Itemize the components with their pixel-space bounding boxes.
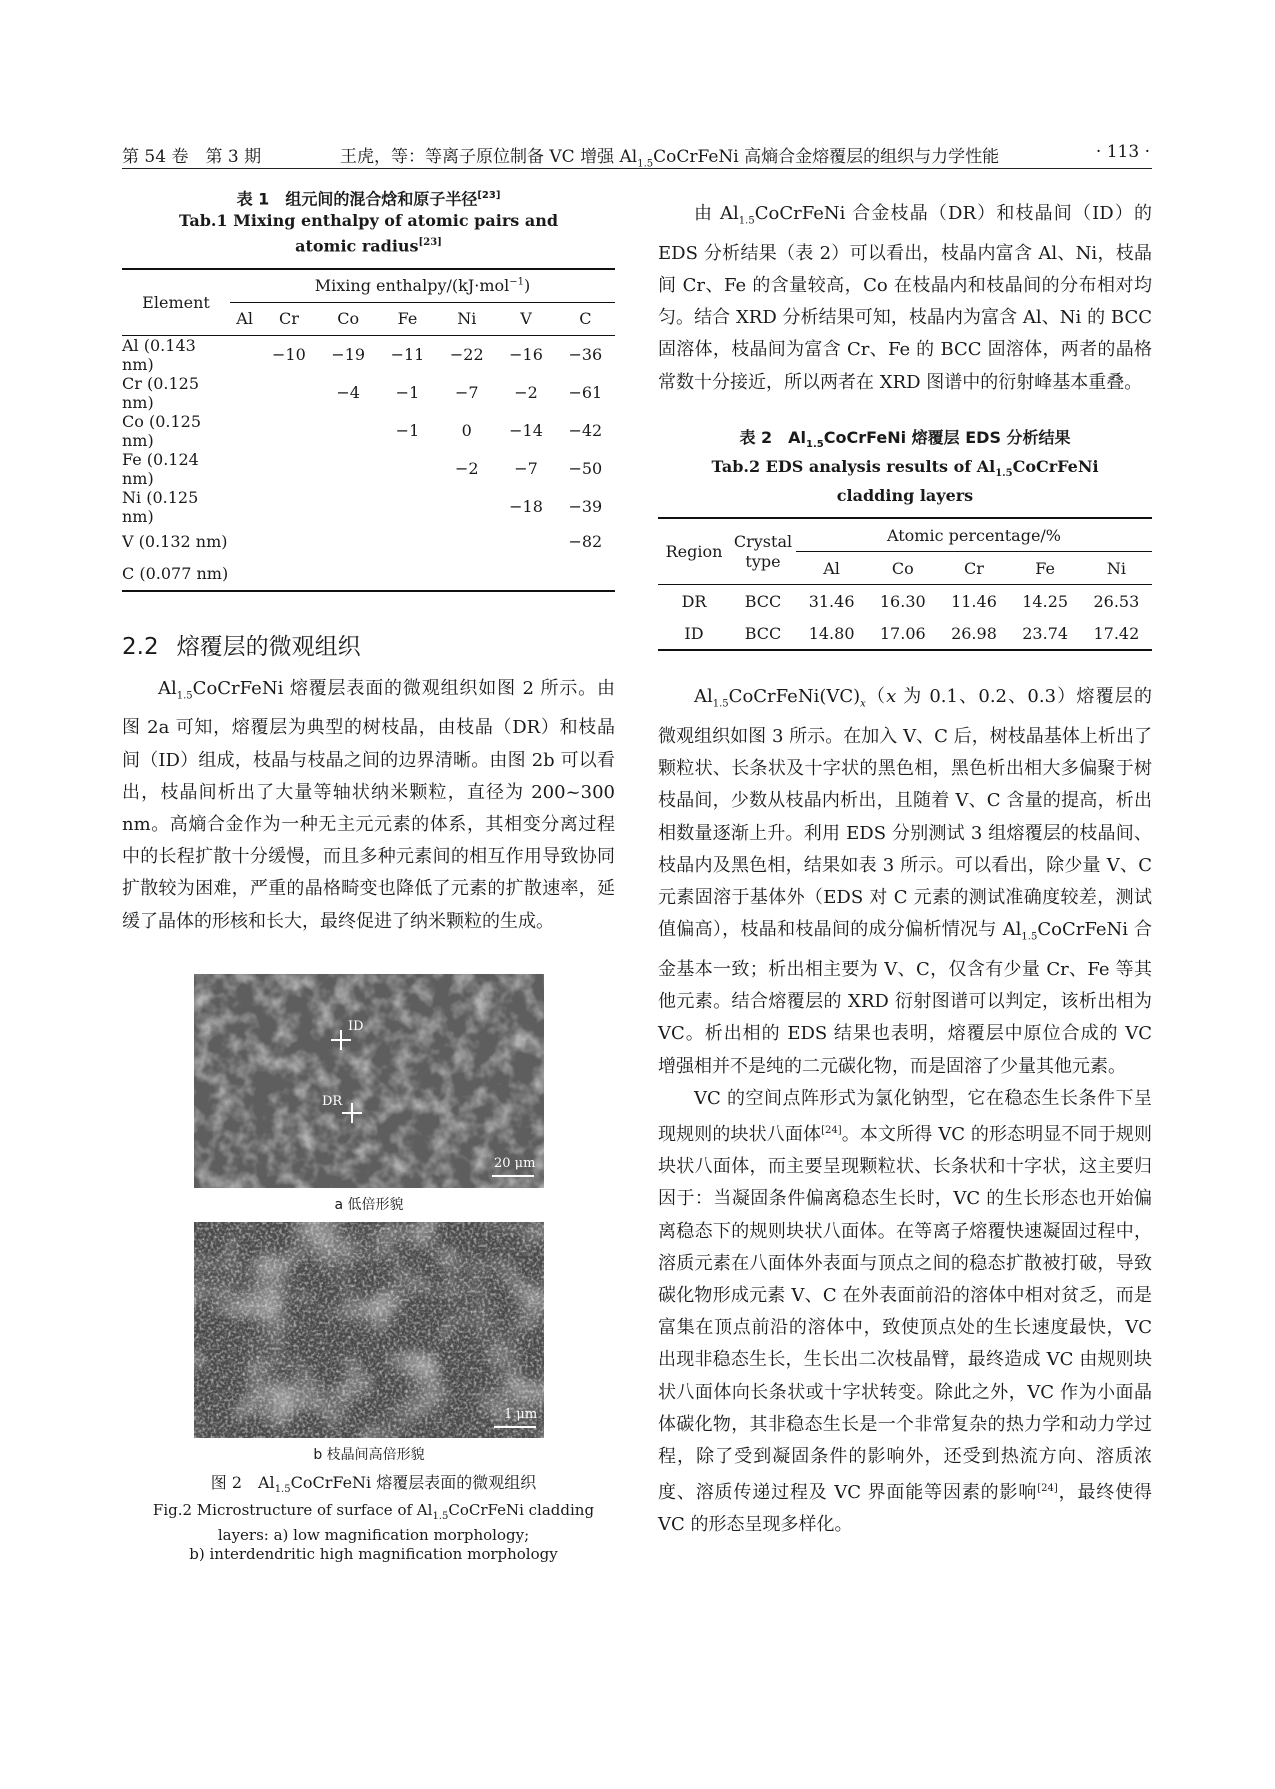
- table1-col-header: V: [496, 302, 555, 335]
- table1-cell: [230, 558, 259, 591]
- fig2-en-a: Fig.2 Microstructure of surface of Al: [152, 1501, 433, 1520]
- right-paragraph-1: [658, 198, 1152, 399]
- table2-title-cn: [658, 427, 1152, 456]
- table2-col-header: Cr: [938, 552, 1009, 585]
- fig2-en-sub: 1.5: [432, 1511, 449, 1523]
- table1: [122, 268, 615, 592]
- table2-group-header: Atomic percentage/%: [796, 518, 1152, 552]
- fig2-en-line1: [132, 1501, 615, 1526]
- rp2-x: x: [860, 698, 866, 710]
- table2-cell: 17.42: [1081, 617, 1152, 650]
- table1-title-en-line2: [122, 232, 615, 257]
- running-title-b: CoCrFeNi 高熵合金熔覆层的组织与力学性能: [653, 147, 1000, 167]
- table2: [658, 517, 1152, 651]
- table1-row-label: Al (0.143 nm): [122, 335, 196, 374]
- rp2-b: 为 0.1、0.2、0.3）熔覆层的微观组织如图 3 所示。在加入 V、C 后，树枝晶基体上析出了颗粒状、长条状及十字状的黑色相，黑色析出相大多偏聚于树枝晶间，少数从枝晶内析出，且随着 V、C 含量的提高，析出相数量逐渐上升。利用 EDS 分别测试 3 组熔覆层的枝晶间、枝晶内及黑色相，结果如表 3 所示。可以看出，除少量 V、C 元素固溶于基体外（EDS 对 C 元素的测试准确度较差，测试值偏高），枝晶和枝晶间的成分偏析情况与 Al: [658, 686, 1152, 941]
- table1-cell: [378, 450, 437, 488]
- fig2-cn-a: 图 2 Al: [210, 1472, 275, 1492]
- table1-cell: −50: [568, 459, 603, 479]
- rp2-x2: x: [886, 686, 897, 708]
- rp3-ref1: [24]: [821, 1125, 842, 1137]
- rp1-a: 由 Al: [694, 203, 739, 224]
- table1-col-header: Co: [319, 302, 378, 335]
- table1-row: [122, 450, 615, 488]
- table1-cell: −18: [509, 497, 543, 517]
- table2-col-header: Fe: [1010, 552, 1081, 585]
- table1-group-header-a: Mixing enthalpy/(kJ·mol: [314, 276, 510, 296]
- table1-row-label: Co (0.125 nm): [122, 411, 202, 450]
- left-column: [122, 185, 615, 1564]
- para1-sub: 1.5: [176, 690, 193, 702]
- table1-cell: [259, 526, 318, 558]
- right-paragraph-3: [658, 1083, 1152, 1542]
- running-title-sub: 1.5: [637, 158, 654, 170]
- table1-col-element: Element: [122, 269, 230, 336]
- table1-cell: −42: [568, 421, 603, 441]
- table1-row: [122, 558, 615, 591]
- table1-cell: [556, 558, 615, 591]
- table1-cell: −16: [509, 345, 543, 365]
- table1-cell: −19: [331, 345, 366, 365]
- figure2a-svg: [194, 974, 544, 1188]
- table1-cell: −2: [514, 383, 538, 403]
- section-title: 熔覆层的微观组织: [176, 633, 361, 660]
- table1-cell: [230, 450, 259, 488]
- table1-cell: −22: [449, 345, 484, 365]
- table1-cell: [319, 412, 378, 450]
- table1-row: [122, 374, 615, 412]
- right-paragraph-2: [658, 681, 1152, 1083]
- table2-col-region: Region: [658, 518, 730, 585]
- scale-label-b: 1 μm: [504, 1406, 538, 1422]
- table1-cell: [230, 526, 259, 558]
- t2-en-line2: cladding layers: [836, 486, 974, 506]
- table1-cell: [378, 558, 437, 591]
- table1-cell: −2: [454, 459, 479, 479]
- table1-cell: −36: [568, 345, 603, 365]
- fig2-en-line3: b) interdendritic high magnification morphology: [189, 1545, 558, 1564]
- table2-col-crystal: [730, 518, 796, 585]
- table2-col-header: Al: [796, 552, 867, 585]
- table1-cell: [259, 374, 318, 412]
- table2-cell: 26.98: [938, 617, 1009, 650]
- rp2-sub2: 1.5: [1021, 931, 1038, 943]
- table2-title-en: [658, 456, 1152, 507]
- para1-a: Al: [158, 677, 177, 699]
- table1-title-en-line1: Tab.1 Mixing enthalpy of atomic pairs and: [178, 211, 559, 231]
- right-column: [658, 198, 1152, 1542]
- table1-title-cn-text: 表 1 组元间的混合焓和原子半径: [236, 189, 478, 209]
- fig2-en-b: CoCrFeNi cladding: [448, 1501, 595, 1520]
- t2-crystal-2: type: [745, 551, 781, 571]
- table1-cell: −7: [454, 383, 479, 403]
- figure2-caption-cn: [132, 1472, 615, 1501]
- journal-volume-issue: 第 54 卷 第 3 期: [122, 147, 262, 167]
- table1-cell: [319, 558, 378, 591]
- rp2-c: CoCrFeNi 合金基本一致；析出相主要为 V、C，仅含有少量 Cr、Fe 等其他元素。结合熔覆层的 XRD 衍射图谱可以判定，该析出相为 VC。析出相的 EDS 结果也表明，熔覆层中原位合成的 VC 增强相并不是纯的二元碳化物，而是固溶了少量其他元素。: [658, 919, 1152, 1077]
- table1-title-cn: [122, 185, 615, 210]
- table2-cell: 16.30: [879, 591, 926, 611]
- table1-cell: [319, 526, 378, 558]
- table2-cell: 14.80: [796, 617, 867, 650]
- table1-cell: −39: [568, 497, 603, 517]
- section-paragraph: [122, 673, 615, 938]
- table1-cell: [259, 412, 318, 450]
- fig2-cn-sub: 1.5: [274, 1484, 291, 1496]
- table1-title-en: [122, 210, 615, 257]
- figure2-caption-en: [132, 1501, 615, 1564]
- table2-col-header: Ni: [1081, 552, 1152, 585]
- table1-cell: −1: [395, 421, 420, 441]
- table2-crystal-type: BCC: [744, 591, 782, 611]
- table1-row-label: V (0.132 nm): [122, 532, 228, 552]
- table1-row-label: C (0.077 nm): [122, 558, 230, 591]
- fig2-en-line2: layers: a) low magnification morphology;: [217, 1526, 530, 1545]
- table1-group-header: [230, 269, 615, 303]
- id-label: ID: [348, 1018, 364, 1034]
- rp1-sub: 1.5: [738, 215, 755, 227]
- section-number: 2.2: [122, 633, 159, 660]
- table1-cell: [437, 526, 496, 558]
- table2-row: [658, 617, 1152, 650]
- t2-crystal-1: Crystal: [733, 531, 793, 551]
- table2-cell: 23.74: [1010, 617, 1081, 650]
- table1-cell: [230, 374, 259, 412]
- figure2b-caption: b 枝晶间高倍形貌: [313, 1446, 425, 1463]
- table1-cell: 0: [461, 421, 472, 441]
- table1-row: [122, 526, 615, 558]
- table1-cell: [259, 450, 318, 488]
- table2-region: DR: [681, 591, 707, 611]
- rp2-paren: （: [865, 686, 887, 708]
- figure2b-micrograph: [194, 1222, 544, 1438]
- table1-row: [122, 488, 615, 526]
- running-title-a: 王虎，等：等离子原位制备 VC 增强 Al: [340, 147, 638, 167]
- t2-en-b: CoCrFeNi: [1012, 457, 1099, 476]
- table1-cell: [378, 488, 437, 526]
- dr-label: DR: [322, 1093, 343, 1109]
- t2-cn-sub: 1.5: [806, 439, 824, 450]
- table1-col-header: Fe: [378, 302, 437, 335]
- table2-cell: 31.46: [808, 591, 855, 611]
- page-number: · 113 ·: [1095, 142, 1150, 162]
- t2-en-line1: [658, 456, 1152, 485]
- figure2b-svg: [194, 1222, 544, 1438]
- table2-cell: 17.06: [867, 617, 938, 650]
- table1-col-header: Ni: [437, 302, 496, 335]
- table1-cell: [378, 526, 437, 558]
- figure2a-grain: [194, 974, 544, 1188]
- table1-cell: [437, 558, 496, 591]
- table1-cell: −4: [336, 383, 360, 403]
- figure2a-micrograph: [194, 974, 544, 1188]
- table2-block: [658, 427, 1152, 651]
- rp3-a: VC 的空间点阵形式为氯化钠型，它在稳态生长条件下呈现规则的块状八面体: [658, 1087, 1152, 1146]
- rp3-ref2: [24]: [1037, 1483, 1058, 1495]
- table1-row: [122, 412, 615, 450]
- table1-cell: [496, 558, 555, 591]
- table1-cell: [437, 488, 496, 526]
- table1-cell: −1: [395, 383, 420, 403]
- table1-cell: −11: [390, 345, 425, 365]
- table1-row-label: Cr (0.125 nm): [122, 373, 200, 412]
- figure2a-caption: a 低倍形貌: [334, 1196, 404, 1213]
- figure2: [194, 974, 544, 1464]
- fig2-cn-b: CoCrFeNi 熔覆层表面的微观组织: [290, 1472, 537, 1492]
- table1-cell: [230, 412, 259, 450]
- table1-col-header: Al: [230, 302, 259, 335]
- table1-cell: [230, 488, 259, 526]
- section-heading: [122, 628, 615, 661]
- table1-col-header: Cr: [259, 302, 318, 335]
- table1-cell: −7: [514, 459, 538, 479]
- table1-col-header: C: [556, 302, 615, 335]
- table1-cell: [496, 526, 555, 558]
- table1-title-en-line2-text: atomic radius: [295, 236, 419, 256]
- table2-cell: 11.46: [951, 591, 997, 611]
- table2-crystal-type: BCC: [730, 617, 796, 650]
- rp3-c: ，最终使得 VC 的形态呈现多样化。: [658, 1482, 1152, 1536]
- table1-cell: −14: [509, 421, 543, 441]
- rp3-b: 。本文所得 VC 的形态明显不同于规则块状八面体，而主要呈现颗粒状、长条状和十字状，这主要归因于：当凝固条件偏离稳态生长时，VC 的生长形态也开始偏离稳态下的规则块状八面体。在等离子熔覆快速凝固过程中，溶质元素在八面体外表面与顶点之间的稳态扩散被打破，导致碳化物形成元素 V、C 在外表面前沿的溶体中相对贫乏，而是富集在顶点前沿的溶体中，致使顶点处的生长速度最快，VC 出现非稳态生长，生长出二次枝晶臂，最终造成 VC 由规则块状八面体向长条状或十字状转变。除此之外，VC 作为小面晶体碳化物，其非稳态生长是一个非常复杂的热力学和动力学过程，除了受到凝固条件的影响外，还受到热流方向、溶质浓度、溶质传递过程及 VC 界面能等因素的影响: [658, 1124, 1152, 1504]
- table1-group-header-sup: −1: [509, 276, 524, 288]
- table1-cell: [319, 488, 378, 526]
- rp2-a: Al: [694, 686, 713, 708]
- table2-region: ID: [658, 617, 730, 650]
- para1-b: CoCrFeNi 熔覆层表面的微观组织如图 2 所示。由图 2a 可知，熔覆层为典型的树枝晶，由枝晶（DR）和枝晶间（ID）组成，枝晶与枝晶之间的边界清晰。由图 2b 可以看出，枝晶间析出了大量等轴状纳米颗粒，直径为 200~300 nm。高熵合金作为一种无主元元素的体系，其相变分离过程中的长程扩散十分缓慢，而且多种元素间的相互作用导致协同扩散较为困难，严重的晶格畸变也降低了元素的扩散速率，延缓了晶体的形核和长大，最终促进了纳米颗粒的生成。: [122, 677, 615, 932]
- running-header: [122, 138, 1152, 169]
- t2-en-sub: 1.5: [995, 468, 1013, 480]
- scale-label-a: 20 μm: [494, 1155, 536, 1171]
- table1-cell: −10: [272, 345, 306, 365]
- table1-group-header-b: ): [523, 276, 531, 296]
- table1-row-label: Ni (0.125 nm): [122, 487, 199, 526]
- table1-cell: [319, 450, 378, 488]
- table1-ref: [23]: [477, 190, 501, 201]
- rp2-mid: CoCrFeNi(VC): [728, 686, 861, 708]
- t2-cn-a: 表 2 Al: [739, 427, 807, 447]
- table2-col-header: Co: [867, 552, 938, 585]
- rp2-sub: 1.5: [712, 698, 729, 710]
- t2-cn-b: CoCrFeNi 熔覆层 EDS 分析结果: [823, 427, 1071, 447]
- t2-en-a: Tab.2 EDS analysis results of Al: [711, 457, 996, 476]
- figure2b-particles: [194, 1222, 544, 1438]
- table1-row: [122, 335, 615, 374]
- table2-cell: 26.53: [1093, 591, 1140, 611]
- table1-cell: [230, 335, 259, 374]
- table1-cell: [259, 488, 318, 526]
- running-title: [340, 142, 999, 169]
- table2-cell: 14.25: [1022, 591, 1069, 611]
- rp1-b: CoCrFeNi 合金枝晶（DR）和枝晶间（ID）的 EDS 分析结果（表 2）可以看出，枝晶内富含 Al、Ni，枝晶间 Cr、Fe 的含量较高，Co 在枝晶内和枝晶间的分布相对均匀。结合 XRD 分析结果可知，枝晶内为富含 Al、Ni 的 BCC 固溶体，枝晶间为富含 Cr、Fe 的 BCC 固溶体，两者的晶格常数十分接近，所以两者在 XRD 图谱中的衍射峰基本重叠。: [658, 203, 1152, 393]
- table1-title-en-ref: [23]: [418, 237, 442, 249]
- table1-row-label: Fe (0.124 nm): [122, 449, 199, 488]
- table1-cell: −61: [568, 383, 603, 403]
- table1-cell: [259, 558, 318, 591]
- table1-cell: −82: [568, 532, 603, 552]
- table2-row: [658, 585, 1152, 618]
